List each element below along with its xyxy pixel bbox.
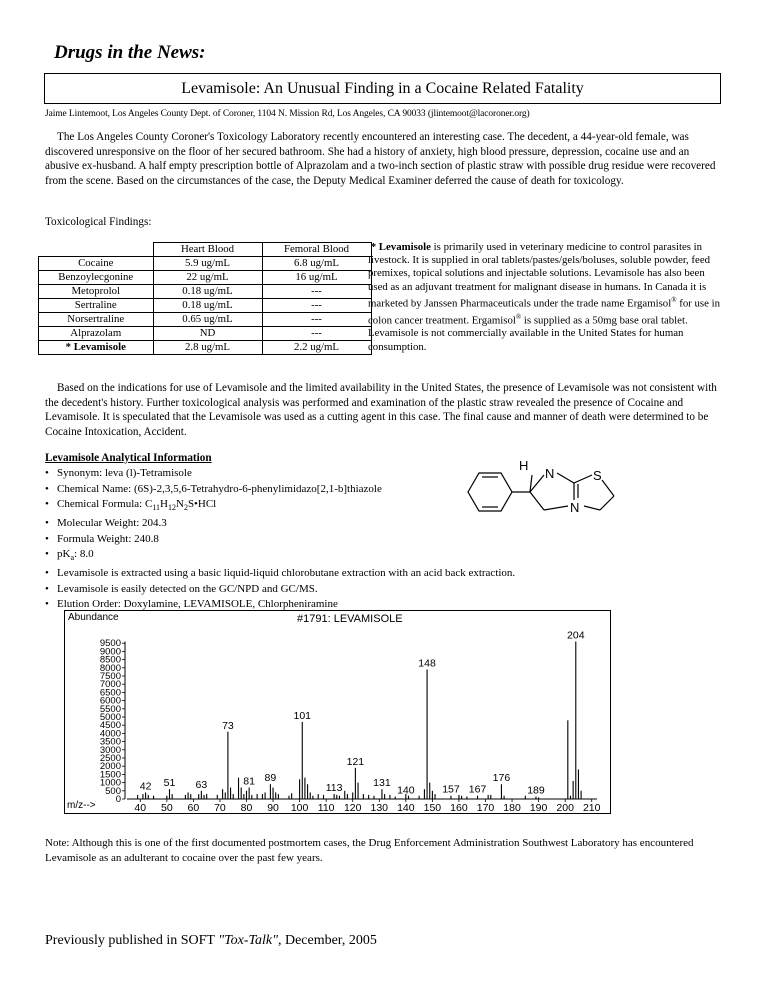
peak-label: 73 bbox=[222, 719, 234, 732]
y-tick-label: 1000 bbox=[99, 777, 121, 789]
table-cell: 2.8 ug/mL bbox=[153, 341, 262, 355]
x-tick-label: 210 bbox=[582, 802, 601, 813]
intro-paragraph: The Los Angeles County Coroner's Toxicology Laboratory recently encountered an interesting case. The decedent, a 44-year-old female, was discovered unresponsive on the floor of her secured bathroom. She had a history of anxiety, high blood pressure, depression, cocaine use and an abusive ex-husband. A half empty prescription bottle of Alprazolam and a two-inch section of plastic straw with possible drug residue were recovered from the scene. Based on the circumstances of the case, the Deputy Medical Examiner deferred the cause of death for toxicology. bbox=[45, 131, 716, 187]
table-cell: 2.2 ug/mL bbox=[262, 341, 371, 355]
list-item: • Chemical Name: (6S)-2,3,5,6-Tetrahydro-6-phenylimidazo[2,1-b]thiazole bbox=[45, 482, 515, 498]
table-row-levamisole bbox=[39, 341, 372, 355]
list-item: • Levamisole is extracted using a basic liquid-liquid chlorobutane extraction with an acid back extraction. bbox=[45, 566, 515, 582]
peak-label: 63 bbox=[195, 778, 208, 791]
table-cell: 5.9 ug/mL bbox=[153, 257, 262, 271]
x-tick-label: 150 bbox=[423, 802, 442, 813]
list-item bbox=[45, 547, 515, 566]
y-tick-label: 2500 bbox=[99, 753, 121, 764]
article-title: Levamisole: An Unusual Finding in a Cocaine Related Fatality bbox=[44, 73, 721, 104]
formula-part: C bbox=[144, 498, 153, 511]
pka-label: pK bbox=[57, 548, 71, 561]
tox-findings-heading: Toxicological Findings: bbox=[45, 216, 152, 228]
x-tick-label: 120 bbox=[343, 802, 362, 813]
tox-findings-table bbox=[38, 242, 372, 355]
table-cell: * Levamisole bbox=[39, 341, 154, 355]
list-item: • Molecular Weight: 204.3 bbox=[45, 516, 515, 532]
y-tick-label: 6500 bbox=[99, 687, 121, 699]
x-tick-label: 60 bbox=[187, 802, 200, 813]
table-row bbox=[39, 257, 372, 271]
peak-label: 81 bbox=[243, 775, 255, 788]
benzene-ring bbox=[468, 473, 512, 511]
peak-label: 131 bbox=[373, 777, 391, 790]
formula-label: Chemical Formula: bbox=[57, 498, 145, 511]
x-tick-label: 50 bbox=[160, 802, 173, 813]
x-tick-label: 180 bbox=[503, 802, 521, 813]
table-row bbox=[39, 327, 372, 341]
formula-sub: 2 bbox=[183, 503, 188, 513]
formula-part: S•HCl bbox=[187, 498, 217, 511]
table-cell: Norsertraline bbox=[39, 313, 154, 327]
pka-sub: a bbox=[70, 553, 75, 563]
y-tick-label: 8000 bbox=[99, 662, 121, 674]
levamisole-side-note bbox=[368, 241, 724, 354]
table-cell: 22 ug/mL bbox=[153, 271, 262, 285]
table-cell: 0.18 ug/mL bbox=[153, 285, 262, 299]
y-tick-label: 7000 bbox=[99, 679, 121, 691]
chart-ylabel: Abundance bbox=[68, 612, 119, 623]
x-tick-label: 200 bbox=[556, 802, 574, 813]
table-cell: ND bbox=[153, 327, 262, 341]
side-note-bold: * Levamisole bbox=[370, 241, 431, 253]
y-tick-label: 8500 bbox=[99, 654, 121, 666]
footer-suffix: , December, 2005 bbox=[277, 933, 377, 948]
section-header: Drugs in the News: bbox=[54, 42, 206, 63]
table-row bbox=[39, 271, 372, 285]
peak-label: 148 bbox=[418, 657, 436, 670]
list-item bbox=[45, 497, 515, 516]
table-cell: 0.18 ug/mL bbox=[153, 299, 262, 313]
y-tick-label: 5500 bbox=[99, 703, 121, 715]
peak-label: 101 bbox=[293, 709, 312, 722]
table-cell: Benzoylecgonine bbox=[39, 271, 154, 285]
peak-label: 51 bbox=[163, 777, 176, 790]
peak-label: 89 bbox=[264, 772, 277, 785]
side-note-text: is primarily used in veterinary medicine to control parasites in livestock. It is supplied in oral tablets/pastes/gels/boluses, soluble powder, feed premixes, topical solutions and injectable solutions. Levamisole has also been used as an adjuvant treatment for malignant disease in humans. In Canada it is marketed by Janssen Pharmaceuticals under the trade name Ergamisol bbox=[368, 241, 711, 310]
chart-title: #1791: LEVAMISOLE bbox=[297, 613, 403, 625]
registered-mark: ® bbox=[515, 312, 522, 321]
table-header-row bbox=[39, 243, 372, 257]
x-tick-label: 80 bbox=[240, 802, 253, 813]
peak-label: 113 bbox=[325, 782, 343, 795]
y-tick-label: 6000 bbox=[99, 695, 121, 707]
table-cell: --- bbox=[262, 327, 371, 341]
pka-value: : 8.0 bbox=[74, 548, 94, 561]
y-tick-label: 1500 bbox=[99, 769, 121, 781]
mass-spectrum-svg bbox=[65, 611, 610, 813]
structure-label-s: S bbox=[593, 468, 602, 483]
list-item: • Formula Weight: 240.8 bbox=[45, 532, 515, 548]
table-cell: --- bbox=[262, 299, 371, 313]
table-cell: --- bbox=[262, 313, 371, 327]
structure-label-h: H bbox=[519, 458, 529, 473]
analytical-info-title: Levamisole Analytical Information bbox=[45, 452, 212, 464]
peak-label: 42 bbox=[139, 780, 152, 793]
peak-label: 140 bbox=[397, 784, 415, 797]
chart-xlabel: m/z--> bbox=[67, 800, 96, 811]
table-row bbox=[39, 313, 372, 327]
table-cell: 6.8 ug/mL bbox=[262, 257, 371, 271]
mass-spectrum-chart bbox=[64, 610, 611, 814]
list-item: • Synonym: leva (l)-Tetramisole bbox=[45, 466, 515, 482]
y-tick-label: 2000 bbox=[99, 761, 121, 773]
side-note-text: is supplied as a 50mg base oral tablet. Levamisole is not commercially available in the United States for human consumption. bbox=[368, 314, 688, 353]
side-note-text: for use in colon cancer treatment. Ergamisol bbox=[368, 297, 721, 327]
y-tick-label: 7500 bbox=[99, 671, 121, 682]
author-byline: Jaime Lintemoot, Los Angeles County Dept. of Coroner, 1104 N. Mission Rd, Los Angeles, CA 90033 (jlintemoot@lacoroner.org) bbox=[45, 109, 530, 119]
list-item: • Levamisole is easily detected on the GC/NPD and GC/MS. bbox=[45, 582, 515, 598]
y-tick-label: 9000 bbox=[99, 646, 121, 658]
peak-label: 176 bbox=[492, 772, 511, 785]
x-tick-label: 70 bbox=[214, 802, 226, 813]
analytical-info-list bbox=[45, 466, 515, 613]
peak-label: 121 bbox=[346, 755, 365, 768]
formula-part: H bbox=[160, 498, 168, 511]
table-header-cell bbox=[39, 243, 154, 257]
x-tick-label: 140 bbox=[397, 802, 415, 813]
y-tick-label: 500 bbox=[105, 785, 121, 797]
x-tick-label: 130 bbox=[370, 802, 389, 813]
x-tick-label: 40 bbox=[134, 802, 147, 813]
y-tick-label: 4500 bbox=[99, 720, 121, 732]
levamisole-structure-diagram bbox=[462, 458, 632, 526]
formula-sub: 11 bbox=[152, 503, 161, 513]
x-tick-label: 190 bbox=[529, 802, 548, 813]
y-tick-label: 3000 bbox=[99, 744, 121, 756]
table-row bbox=[39, 299, 372, 313]
y-tick-label: 3500 bbox=[99, 736, 121, 748]
table-row bbox=[39, 285, 372, 299]
x-tick-label: 110 bbox=[317, 802, 335, 813]
x-tick-label: 160 bbox=[450, 802, 468, 813]
footer-publication: "Tox-Talk" bbox=[218, 933, 278, 948]
y-tick-label: 0 bbox=[115, 794, 121, 805]
table-cell: 0.65 ug/mL bbox=[153, 313, 262, 327]
table-cell: Cocaine bbox=[39, 257, 154, 271]
conclusion-paragraph: Based on the indications for use of Levamisole and the limited availability in the United States, the presence of Levamisole was not consistent with the decedent's history. Further toxicological analysis was performed and examination of the plastic straw revealed the presence of Cocaine and Levamisole. It is speculated that the Levamisole was used as a cutting agent in this case. The final cause and manner of death were determined to be Cocaine Intoxication, Accident. bbox=[45, 382, 717, 438]
structure-label-n: N bbox=[570, 500, 580, 515]
footer-citation bbox=[45, 933, 377, 949]
table-cell: Sertraline bbox=[39, 299, 154, 313]
peak-label: 189 bbox=[527, 784, 545, 797]
table-header-cell: Heart Blood bbox=[153, 243, 262, 257]
note-paragraph: Note: Although this is one of the first documented postmortem cases, the Drug Enforcement Administration Southwest Laboratory has encountered Levamisole as an adulterant to cocaine over the past few years. bbox=[45, 837, 694, 864]
table-header-cell: Femoral Blood bbox=[262, 243, 371, 257]
formula-part: N bbox=[175, 498, 184, 511]
y-tick-label: 9500 bbox=[99, 638, 121, 650]
peak-label: 204 bbox=[567, 629, 585, 642]
table-cell: Alprazolam bbox=[39, 327, 154, 341]
x-tick-label: 100 bbox=[290, 802, 309, 813]
footer-prefix: Previously published in SOFT bbox=[45, 933, 219, 948]
peak-label: 167 bbox=[468, 783, 487, 796]
peak-label: 157 bbox=[442, 783, 460, 796]
registered-mark: ® bbox=[671, 295, 677, 304]
x-tick-label: 90 bbox=[267, 802, 279, 813]
structure-label-n: N bbox=[545, 466, 555, 481]
table-cell: 16 ug/mL bbox=[262, 271, 371, 285]
table-cell: Metoprolol bbox=[39, 285, 154, 299]
formula-sub: 12 bbox=[167, 503, 176, 513]
x-tick-label: 170 bbox=[476, 802, 495, 813]
list-item: • Elution Order: Doxylamine, LEVAMISOLE, Chlorpheniramine bbox=[45, 597, 515, 613]
table-cell: --- bbox=[262, 285, 371, 299]
y-tick-label: 5000 bbox=[99, 712, 121, 723]
y-tick-label: 4000 bbox=[99, 728, 121, 740]
